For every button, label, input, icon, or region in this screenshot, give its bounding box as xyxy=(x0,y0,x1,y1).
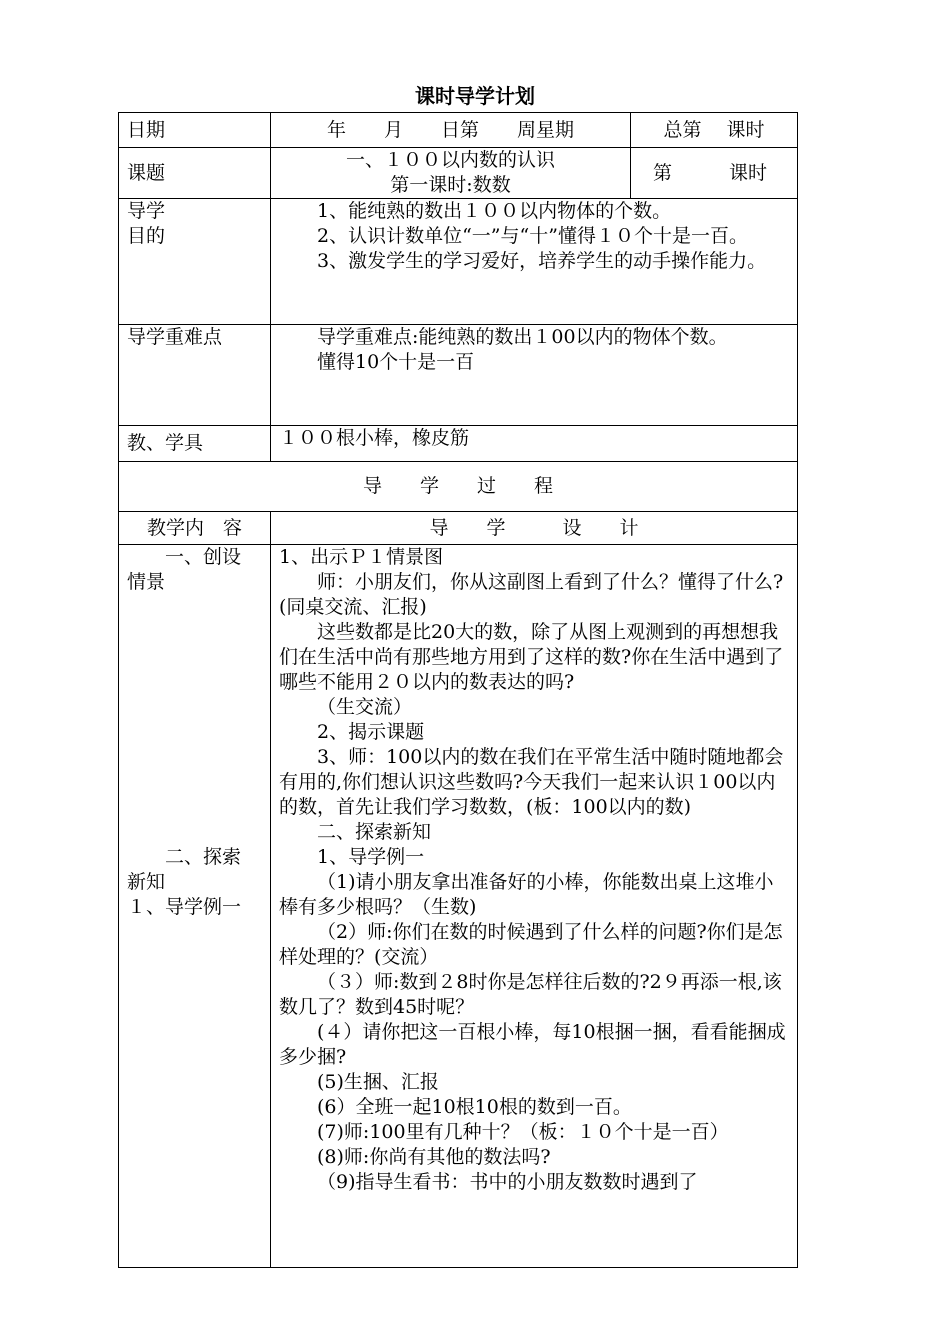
design-column-header: 导 学 设 计 xyxy=(271,512,798,545)
design-line: (8)师:你尚有其他的数法吗? xyxy=(317,1146,551,1168)
spacer xyxy=(127,595,262,845)
row-column-headers xyxy=(119,512,798,545)
content-part-2-line-1: 二、探索 xyxy=(165,846,242,868)
design-line: (6）全班一起10根10根的数到一百。 xyxy=(317,1096,632,1118)
goal-item: 1、能纯熟的数出１００以内物体的个数。 xyxy=(317,200,672,222)
tools-value: １００根小棒，橡皮筋 xyxy=(271,426,798,462)
design-line: 1、出示Ｐ１情景图 xyxy=(279,546,444,568)
process-heading: 导 学 过 程 xyxy=(119,462,798,512)
design-line: 2、揭示课题 xyxy=(317,721,425,743)
topic-label: 课题 xyxy=(119,148,271,199)
goal-label-line-1: 导学 xyxy=(127,200,166,222)
design-line: 师：小朋友们，你从这副图上看到了什么？懂得了什么?(同桌交流、汇报) xyxy=(279,571,784,618)
design-line: 这些数都是比20大的数，除了从图上观测到的再想想我们在生活中尚有那些地方用到了这样的数?你在生活中遇到了哪些不能用２０以内的数表达的吗? xyxy=(279,621,784,693)
row-key-points xyxy=(119,325,798,426)
topic-period: 第 课时 xyxy=(631,148,798,199)
goal-items xyxy=(271,199,798,325)
design-line: 二、探索新知 xyxy=(317,821,432,843)
row-process-heading xyxy=(119,462,798,512)
design-line: （３）师:数到２8时你是怎样往后数的?2９再添一根,该数几了？数到45时呢？ xyxy=(279,971,782,1018)
content-part-1-line-1: 一、创设 xyxy=(165,546,242,568)
design-line: 1、导学例一 xyxy=(317,846,425,868)
row-date xyxy=(119,113,798,148)
topic-line-2: 第一课时:数数 xyxy=(390,174,511,196)
content-column-header: 教学内 容 xyxy=(119,512,271,545)
date-label: 日期 xyxy=(119,113,271,148)
content-column xyxy=(119,545,271,1268)
row-tools xyxy=(119,426,798,462)
design-line: 3、师：100以内的数在我们在平常生活中随时随地都会有用的,你们想认识这些数吗?今天我们一起来认识１00以内的数，首先让我们学习数数，(板：100以内的数) xyxy=(279,746,784,818)
design-column xyxy=(271,545,798,1268)
goal-item: 2、认识计数单位“一”与“十”懂得１０个十是一百。 xyxy=(317,225,748,247)
row-topic xyxy=(119,148,798,199)
goal-label-line-2: 目的 xyxy=(127,225,166,247)
topic-line-1: 一、１００以内数的认识 xyxy=(345,149,555,171)
design-line: （生交流） xyxy=(317,696,413,718)
key-points-line-1: 导学重难点:能纯熟的数出１00以内的物体个数。 xyxy=(317,326,728,348)
lesson-plan-table xyxy=(118,112,798,1268)
row-goal xyxy=(119,199,798,325)
content-part-1-line-2: 情景 xyxy=(127,571,166,593)
total-period: 总第 课时 xyxy=(631,113,798,148)
design-line: （1)请小朋友拿出准备好的小棒，你能数出桌上这堆小棒有多少根吗？（生数) xyxy=(279,871,774,918)
design-line: (7)师:100里有几种十？（板：１０个十是一百） xyxy=(317,1121,729,1143)
design-line: （9)指导生看书：书中的小朋友数数时遇到了 xyxy=(317,1171,698,1193)
key-points-line-2: 懂得10个十是一百 xyxy=(317,351,475,373)
date-value: 年 月 日第 周星期 xyxy=(271,113,631,148)
goal-item: 3、激发学生的学习爱好，培养学生的动手操作能力。 xyxy=(317,250,767,272)
goal-label xyxy=(119,199,271,325)
design-line: (４）请你把这一百根小棒，每10根捆一捆，看看能捆成多少捆? xyxy=(279,1021,786,1068)
key-points-label: 导学重难点 xyxy=(119,325,271,426)
document-title: 课时导学计划 xyxy=(415,84,535,108)
content-part-2-line-3: １、导学例一 xyxy=(127,896,242,918)
content-part-2-line-2: 新知 xyxy=(127,871,166,893)
topic-value xyxy=(271,148,631,199)
row-process-body xyxy=(119,545,798,1268)
design-line: （2）师:你们在数的时候遇到了什么样的问题?你们是怎样处理的？(交流） xyxy=(279,921,783,968)
design-line: (5)生捆、汇报 xyxy=(317,1071,439,1093)
tools-label: 教、学具 xyxy=(119,426,271,462)
key-points-value xyxy=(271,325,798,426)
